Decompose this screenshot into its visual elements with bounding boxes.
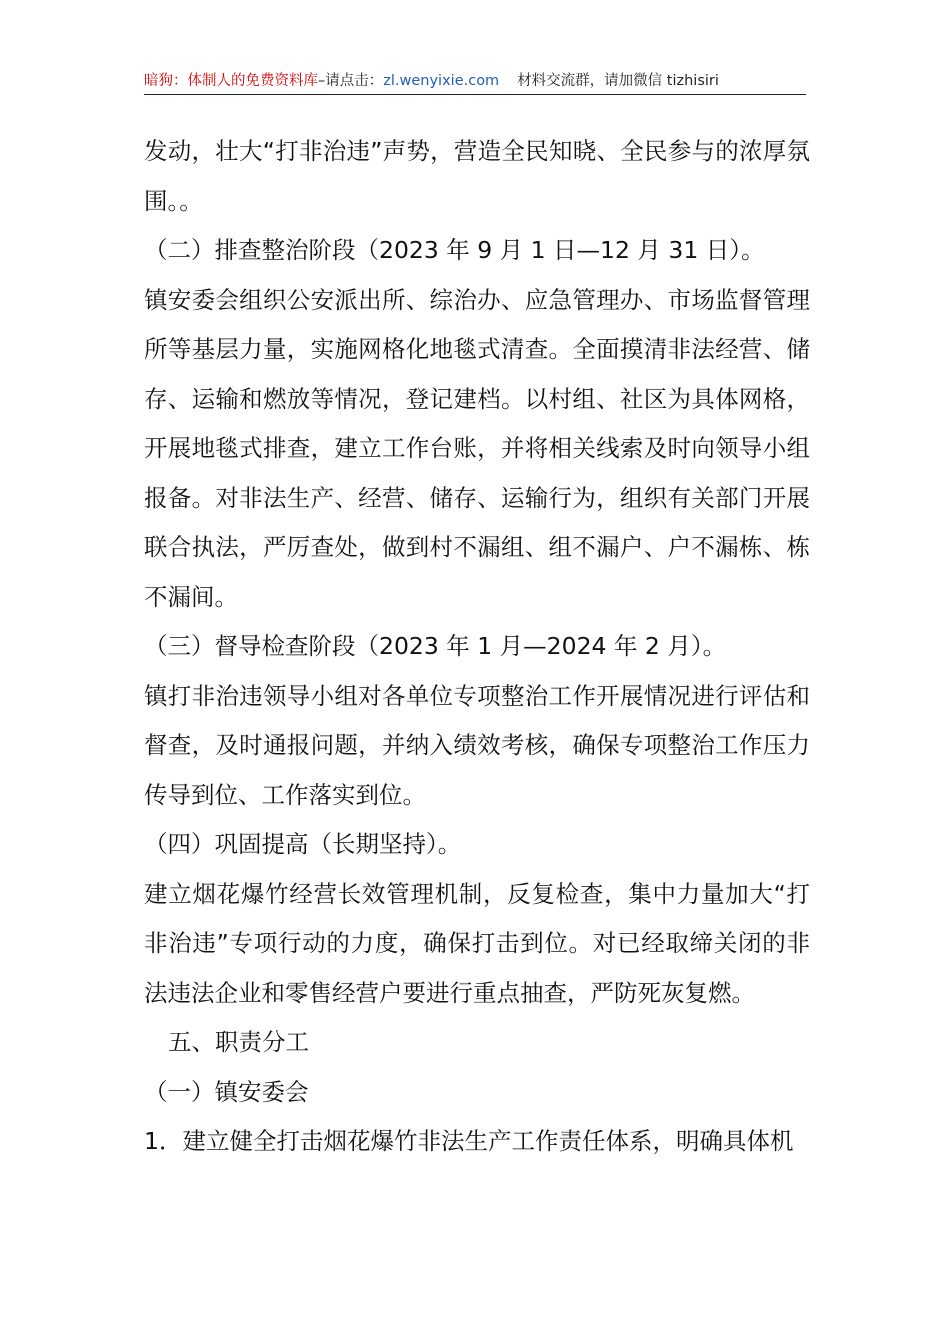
document-body <box>144 127 810 1167</box>
heading-stage-4: （四）巩固提高（长期坚持）。 <box>144 830 462 858</box>
subheading-town-safety-committee: （一）镇安委会 <box>144 1077 309 1106</box>
header-url-link[interactable]: zl.wenyixie.com <box>383 73 500 89</box>
list-item-1: 1．建立健全打击烟花爆竹非法生产工作责任体系，明确具体机 <box>144 1127 794 1155</box>
header-click-prompt: –请点击： <box>318 73 384 89</box>
paragraph-intro: 发动，壮大“打非治违”声势，营造全民知晓、全民参与的浓厚氛围。。 <box>144 137 810 215</box>
page-header <box>144 68 806 95</box>
section-heading-duties: 五、职责分工 <box>168 1028 309 1056</box>
paragraph-stage-4: 建立烟花爆竹经营长效管理机制，反复检查，集中力量加大“打非治违”专项行动的力度，确保打击到位。对已经取缔关闭的非法违法企业和零售经营户要进行重点抽查，严防死灰复燃。 <box>144 879 810 1007</box>
header-site-name: 暗狗：体制人的免费资料库 <box>144 73 318 89</box>
heading-stage-2: （二）排查整治阶段（2023 年 9 月 1 日—12 月 31 日）。 <box>144 236 765 264</box>
paragraph-stage-3: 镇打非治违领导小组对各单位专项整治工作开展情况进行评估和督查，及时通报问题，并纳入绩效考核，确保专项整治工作压力传导到位、工作落实到位。 <box>144 681 810 809</box>
heading-stage-3: （三）督导检查阶段（2023 年 1 月—2024 年 2 月）。 <box>144 632 727 660</box>
paragraph-stage-2: 镇安委会组织公安派出所、综治办、应急管理办、市场监督管理所等基层力量，实施网格化地毯式清查。全面摸清非法经营、储存、运输和燃放等情况，登记建档。以村组、社区为具体网格，开展地毯式排查，建立工作台账，并将相关线索及时向领导小组报备。对非法生产、经营、储存、运输行为，组织有关部门开展联合执法，严厉查处，做到村不漏组、组不漏户、户不漏栋、栋不漏间。 <box>144 285 810 611</box>
header-wechat-text: 材料交流群，请加微信 tizhisiri <box>517 73 719 89</box>
